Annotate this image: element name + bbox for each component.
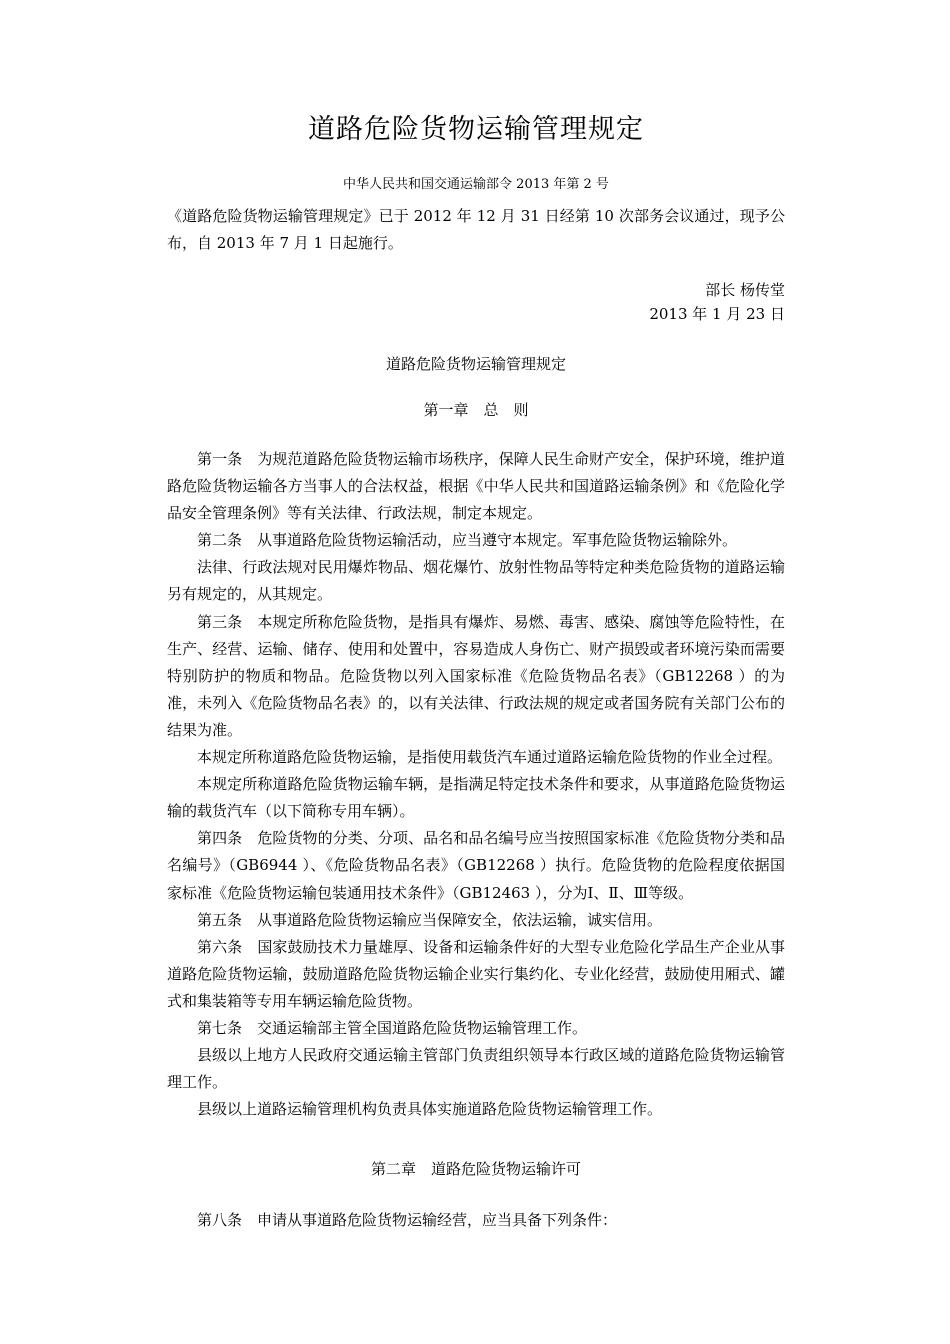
regulation-subtitle: 道路危险货物运输管理规定	[385, 355, 566, 373]
article-paragraph: 本规定所称道路危险货物运输，是指使用载货汽车通过道路运输危险货物的作业全过程。	[197, 748, 783, 767]
article-paragraph: 第七条 交通运输部主管全国道路危险货物运输管理工作。	[197, 1018, 588, 1037]
article-paragraph: 第一条 为规范道路危险货物运输市场秩序，保障人民生命财产安全，保护环境，维护道路危险货物运输各方当事人的合法权益，根据《中华人民共和国道路运输条例》和《危险化学品安全管理条例》等有关法律、行政法规，制定本规定。	[167, 450, 785, 523]
chapter-1-body	[167, 446, 785, 1123]
decree-number: 中华人民共和国交通运输部令 2013 年第 2 号	[343, 177, 609, 192]
document-title: 道路危险货物运输管理规定	[308, 114, 644, 145]
minister-signature: 部长 杨传堂	[705, 281, 785, 299]
article-paragraph: 县级以上地方人民政府交通运输主管部门负责组织领导本行政区域的道路危险货物运输管理工作。	[167, 1046, 785, 1092]
article-paragraph: 第三条 本规定所称危险货物，是指具有爆炸、易燃、毒害、感染、腐蚀等危险特性，在生产、经营、运输、储存、使用和处置中，容易造成人身伤亡、财产损毁或者环境污染而需要特别防护的物质和物品。危险货物以列入国家标准《危险货物品名表》（GB12268 ）的为准，未列入《危险货物品名表》的，以有关法律、行政法规的规定或者国务院有关部门公布的结果为准。	[167, 612, 785, 739]
article-paragraph: 第五条 从事道路危险货物运输应当保障安全，依法运输，诚实信用。	[197, 910, 663, 929]
article-paragraph: 第六条 国家鼓励技术力量雄厚、设备和运输条件好的大型专业危险化学品生产企业从事道路危险货物运输，鼓励道路危险货物运输企业实行集约化、专业化经营，鼓励使用厢式、罐式和集装箱等专用车辆运输危险货物。	[167, 937, 785, 1010]
chapter-1-heading: 第一章 总 则	[423, 401, 529, 419]
article-paragraph: 县级以上道路运输管理机构负责具体实施道路危险货物运输管理工作。	[197, 1100, 663, 1119]
article-8-paragraph: 第八条 申请从事道路危险货物运输经营，应当具备下列条件：	[197, 1211, 618, 1229]
chapter-2-heading: 第二章 道路危险货物运输许可	[370, 1160, 581, 1178]
signature-date: 2013 年 1 月 23 日	[649, 305, 785, 323]
article-paragraph: 第四条 危险货物的分类、分项、品名和品名编号应当按照国家标准《危险货物分类和品名编号》（GB6944 ）、《危险货物品名表》（GB12268 ）执行。危险货物的危险程度依据国家标准《危险货物运输包装通用技术条件》（GB12463 ），分为Ⅰ、Ⅱ、Ⅲ等级。	[167, 829, 785, 902]
announcement-paragraph: 《道路危险货物运输管理规定》已于 2012 年 12 月 31 日经第 10 次部务会议通过，现予公布，自 2013 年 7 月 1 日起施行。	[167, 207, 785, 252]
article-paragraph: 法律、行政法规对民用爆炸物品、烟花爆竹、放射性物品等特定种类危险货物的道路运输另有规定的，从其规定。	[167, 558, 785, 604]
article-paragraph: 第二条 从事道路危险货物运输活动，应当遵守本规定。军事危险货物运输除外。	[197, 531, 738, 550]
article-paragraph: 本规定所称道路危险货物运输车辆，是指满足特定技术条件和要求，从事道路危险货物运输的载货汽车（以下简称专用车辆）。	[167, 775, 785, 821]
chapter-2-body	[167, 1207, 785, 1234]
